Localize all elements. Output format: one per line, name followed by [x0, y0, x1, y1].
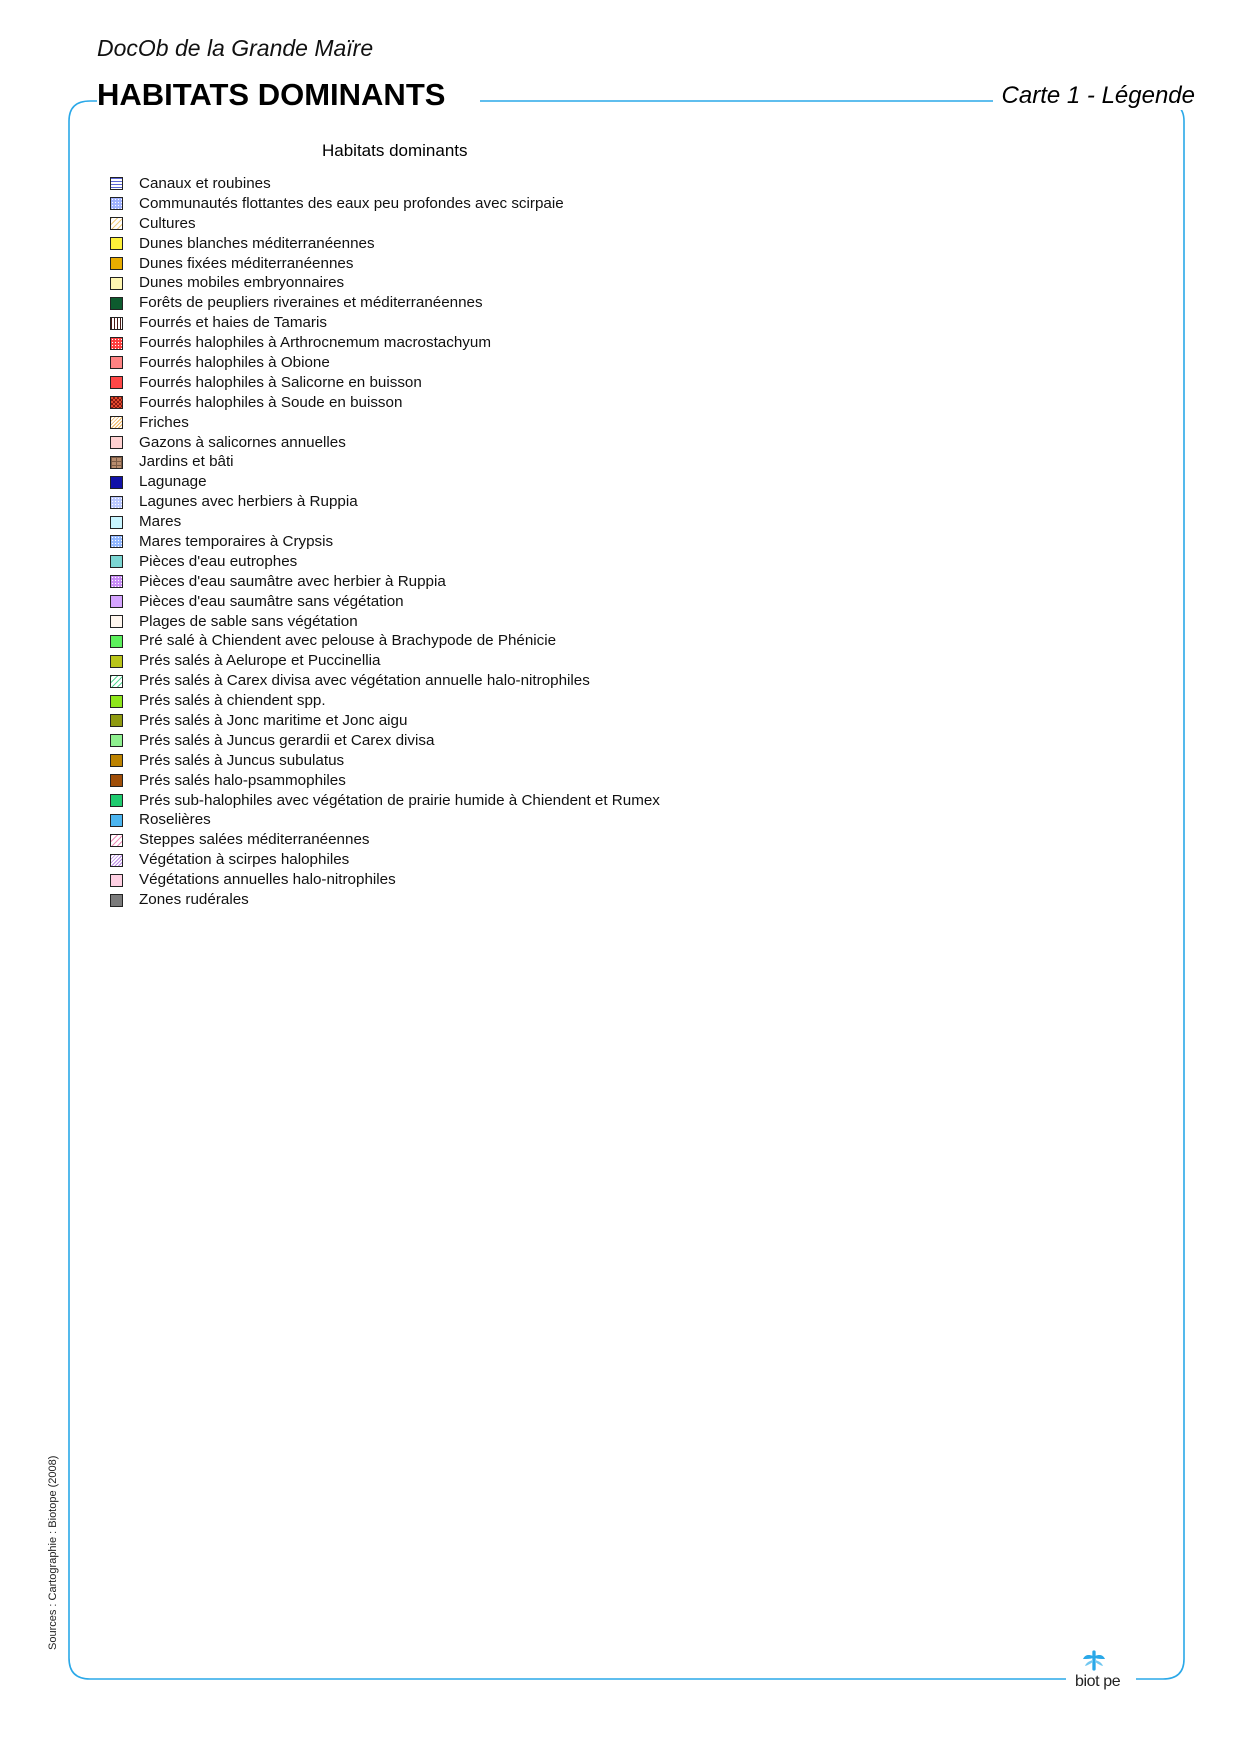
legend-swatch	[110, 456, 123, 469]
legend-swatch	[110, 237, 123, 250]
legend-label: Friches	[139, 413, 189, 431]
legend-swatch	[110, 675, 123, 688]
legend-label: Pré salé à Chiendent avec pelouse à Brachypode de Phénicie	[139, 632, 557, 650]
legend-swatch	[110, 277, 123, 290]
legend-swatch	[110, 595, 123, 608]
legend-swatch	[110, 834, 123, 847]
legend-label: Roselières	[139, 811, 211, 829]
legend-label: Canaux et roubines	[139, 174, 271, 192]
legend-swatch	[110, 257, 123, 270]
legend-label: Prés salés à Carex divisa avec végétation annuelle halo-nitrophiles	[139, 672, 590, 690]
biotope-logo	[1066, 1649, 1136, 1699]
legend-swatch	[110, 754, 123, 767]
legend-label: Prés salés halo-psammophiles	[139, 771, 346, 789]
legend-label: Prés salés à Juncus gerardii et Carex divisa	[139, 731, 435, 749]
legend-label: Steppes salées méditerranéennes	[139, 831, 370, 849]
legend-item	[110, 452, 830, 472]
legend-label: Fourrés halophiles à Arthrocnemum macrostachyum	[139, 334, 491, 352]
legend-item	[110, 791, 830, 811]
legend-item	[110, 691, 830, 711]
legend-item	[110, 651, 830, 671]
legend-swatch	[110, 516, 123, 529]
legend-item	[110, 293, 830, 313]
legend-label: Fourrés halophiles à Obione	[139, 353, 330, 371]
legend-swatch	[110, 874, 123, 887]
legend-item	[110, 194, 830, 214]
legend-item	[110, 174, 830, 194]
legend-swatch	[110, 894, 123, 907]
legend-label: Lagunes avec herbiers à Ruppia	[139, 493, 358, 511]
legend-label: Fourrés et haies de Tamaris	[139, 314, 327, 332]
legend-swatch	[110, 615, 123, 628]
legend-swatch	[110, 794, 123, 807]
sources-note: Sources : Cartographie : Biotope (2008)	[47, 1455, 59, 1650]
legend-swatch	[110, 774, 123, 787]
legend-label: Végétations annuelles halo-nitrophiles	[139, 871, 396, 889]
legend-swatch	[110, 197, 123, 210]
legend-label: Communautés flottantes des eaux peu profondes avec scirpaie	[139, 194, 564, 212]
legend-swatch	[110, 734, 123, 747]
legend-item	[110, 393, 830, 413]
legend-label: Dunes blanches méditerranéennes	[139, 234, 375, 252]
legend-item	[110, 512, 830, 532]
legend-label: Pièces d'eau eutrophes	[139, 552, 298, 570]
legend-heading: Habitats dominants	[322, 141, 468, 160]
legend-label: Zones rudérales	[139, 891, 249, 908]
legend-item	[110, 751, 830, 771]
legend-label: Gazons à salicornes annuelles	[139, 433, 346, 451]
legend-swatch	[110, 575, 123, 588]
legend-label: Fourrés halophiles à Soude en buisson	[139, 393, 403, 411]
legend-item	[110, 254, 830, 274]
dragonfly-icon	[1081, 1649, 1107, 1673]
legend-swatch	[110, 655, 123, 668]
legend-label: Prés salés à chiendent spp.	[139, 692, 326, 710]
legend-label: Dunes fixées méditerranéennes	[139, 254, 354, 272]
legend-item	[110, 214, 830, 234]
legend-label: Mares temporaires à Crypsis	[139, 532, 334, 550]
legend-label: Jardins et bâti	[139, 453, 234, 471]
legend-swatch	[110, 854, 123, 867]
legend-item	[110, 711, 830, 731]
legend-item	[110, 552, 830, 572]
legend-swatch	[110, 376, 123, 389]
legend-swatch	[110, 297, 123, 310]
legend-swatch	[110, 695, 123, 708]
legend-item	[110, 234, 830, 254]
legend-item	[110, 850, 830, 870]
legend-item	[110, 890, 830, 910]
legend-label: Prés salés à Juncus subulatus	[139, 751, 345, 769]
map-legend-title: Carte 1 - Légende	[1001, 82, 1195, 109]
legend-swatch	[110, 555, 123, 568]
legend-label: Prés salés à Aelurope et Puccinellia	[139, 652, 381, 670]
legend-label: Végétation à scirpes halophiles	[139, 851, 350, 869]
legend-item	[110, 373, 830, 393]
legend-item	[110, 532, 830, 552]
legend-label: Pièces d'eau saumâtre avec herbier à Ruppia	[139, 572, 446, 590]
legend-swatch	[110, 396, 123, 409]
legend-item	[110, 771, 830, 791]
legend-label: Pièces d'eau saumâtre sans végétation	[139, 592, 404, 610]
legend-item	[110, 413, 830, 433]
legend-item	[110, 433, 830, 453]
legend-item	[110, 313, 830, 333]
legend-item	[110, 830, 830, 850]
legend-swatch	[110, 496, 123, 509]
legend-swatch	[110, 177, 123, 190]
legend-label: Plages de sable sans végétation	[139, 612, 358, 630]
legend-item	[110, 572, 830, 592]
document-title: DocOb de la Grande Maïre	[97, 35, 374, 61]
biotope-logo-text: biot pe	[1075, 1673, 1121, 1690]
legend-item	[110, 492, 830, 512]
legend-label: Mares	[139, 513, 182, 531]
legend-item	[110, 671, 830, 691]
legend-label: Lagunage	[139, 473, 207, 491]
legend-item	[110, 612, 830, 632]
habitat-legend-list	[110, 174, 830, 910]
legend-swatch	[110, 535, 123, 548]
legend-item	[110, 811, 830, 831]
legend-swatch	[110, 814, 123, 827]
legend-item	[110, 870, 830, 890]
legend-swatch	[110, 635, 123, 648]
legend-label: Fourrés halophiles à Salicorne en buisson	[139, 373, 422, 391]
legend-item	[110, 333, 830, 353]
legend-item	[110, 592, 830, 612]
legend-label: Dunes mobiles embryonnaires	[139, 274, 345, 292]
legend-item	[110, 353, 830, 373]
legend-swatch	[110, 356, 123, 369]
legend-swatch	[110, 714, 123, 727]
legend-swatch	[110, 337, 123, 350]
legend-item	[110, 273, 830, 293]
legend-swatch	[110, 217, 123, 230]
legend-swatch	[110, 476, 123, 489]
legend-label: Forêts de peupliers riveraines et méditerranéennes	[139, 294, 483, 312]
legend-item	[110, 472, 830, 492]
legend-label: Prés sub-halophiles avec végétation de prairie humide à Chiendent et Rumex	[139, 791, 660, 809]
legend-item	[110, 731, 830, 751]
legend-label: Prés salés à Jonc maritime et Jonc aigu	[139, 711, 408, 729]
legend-swatch	[110, 436, 123, 449]
page-title: HABITATS DOMINANTS	[97, 77, 446, 112]
legend-item	[110, 631, 830, 651]
legend-swatch	[110, 416, 123, 429]
legend-label: Cultures	[139, 214, 196, 232]
legend-swatch	[110, 317, 123, 330]
